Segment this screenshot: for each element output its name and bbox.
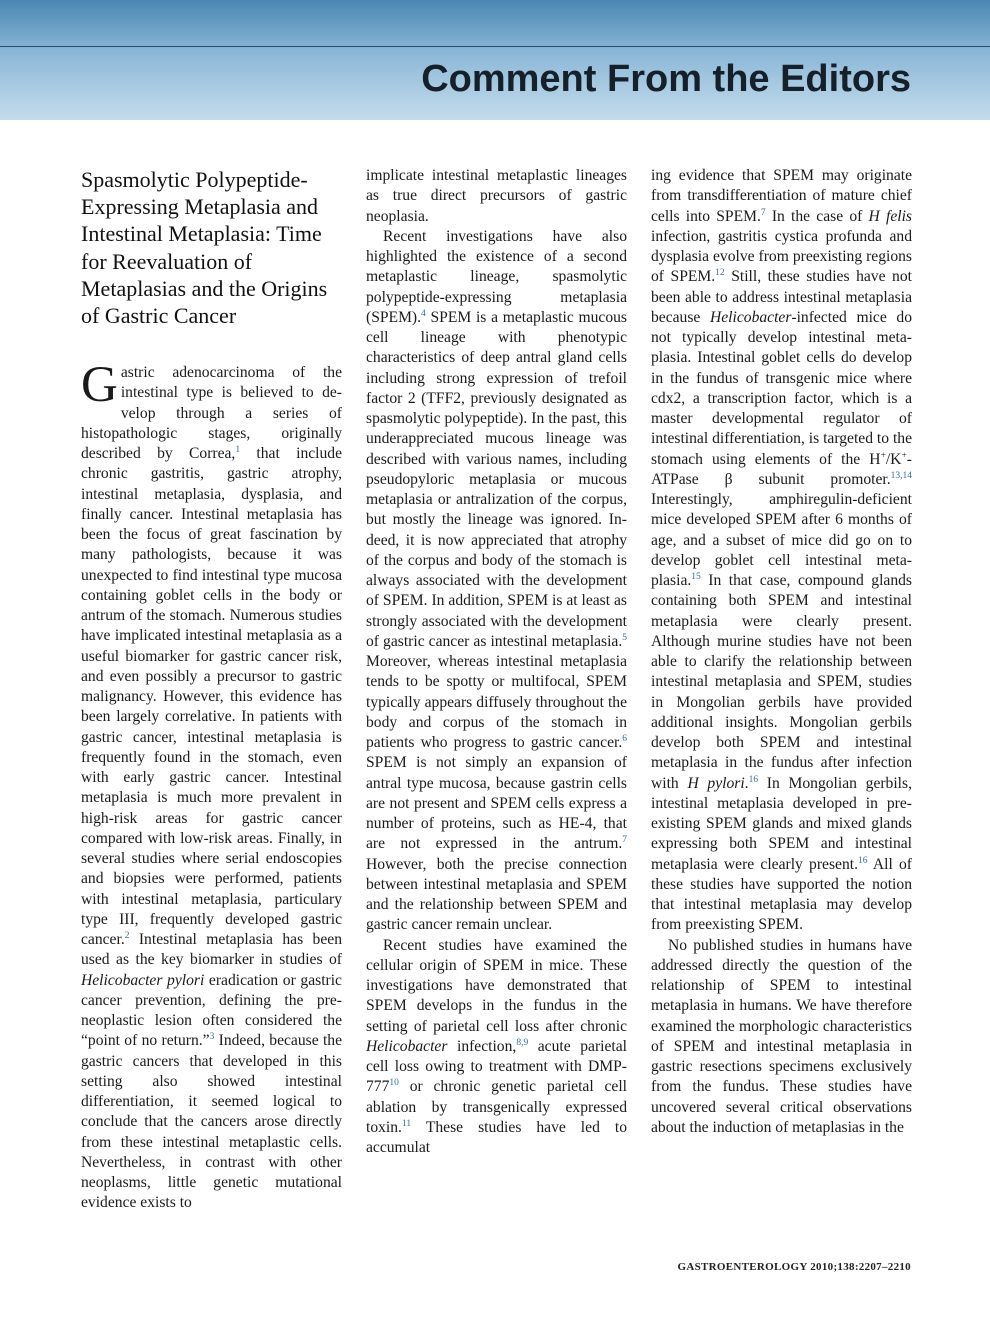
paragraph: No published studies in humans have addressed directly the question of the relationship of SPEM to intestinal metaplasia in humans. We have therefore examined the morphologic characteristics of SPEM and intestinal metaplasia in gastric resections specimens exclusively from the fundus. These studies have uncovered several critical observations about the induction of metaplasias in the — [651, 936, 912, 1136]
paragraph: ing evidence that SPEM may originate from transdifferentiation of mature chief cells into SPEM.$^7$ In the case of H felis infection, gastritis cystica profunda and dysplasia evolve from preexisting regions of SPEM.$^{12}$ Still, these studies have not been able to address intestinal metaplasia because Helicobacter-infected mice do not typically develop intestinal metaplasia. Intestinal goblet cells do develop in the fundus of transgenic mice where cdx2, a transcription factor, which is a master developmental regulator of intestinal differentiation, is targeted to the stomach using elements of the H+/K+-ATPase β subunit promoter.$^{13,14}$ Interestingly, amphiregulin-deficient mice developed SPEM after 6 months of age, and a subset of mice did go on to develop goblet cell intestinal metaplasia.$^{15}$ In that case, compound glands containing both SPEM and intestinal metaplasia were clearly present. Although murine studies have not been able to clarify the relationship between intestinal metaplasia and SPEM, studies in Mongolian gerbils have provided additional insights. Mongolian gerbils develop both SPEM and intestinal metaplasia in the fundus after infection with H pylori.$^{16}$ In Mongolian gerbils, intestinal metaplasia developed in preexisting SPEM glands and mixed glands expressing both SPEM and intestinal metaplasia were clearly present.$^{16}$ All of these studies have supported the notion that intestinal metaplasia may develop from preexisting SPEM. — [651, 167, 912, 934]
drop-cap: G — [81, 357, 118, 414]
paragraph: Recent investigations have also highlighted the existence of a second metaplastic lineage, spasmolytic polypeptide-expressing metaplasia (SPEM).$^4$ SPEM is a metaplastic mucous cell lineage with phenotypic characteristics of deep antral gland cells including strong expression of trefoil factor 2 (TFF2, previously designated as spasmolytic polypeptide). In the past, this underappreciated mucous lineage was described with various names, including pseudopyloric metaplasia or mucous metaplasia or antralization of the corpus, but mostly the lineage was ignored. Indeed, it is now appreciated that atrophy of the corpus and body of the stomach is always associated with the development of SPEM. In addition, SPEM is at least as strongly associated with the development of gastric cancer as intestinal metaplasia.$^5$ Moreover, whereas intestinal metaplasia tends to be spotty or multifocal, SPEM typically appears diffusely throughout the body and corpus of the stomach in patients who progress to gastric cancer.$^6$ SPEM is not simply an expansion of antral type mucosa, because gastrin cells are not present and SPEM cells express a number of proteins, such as HE-4, that are not expressed in the antrum.$^7$ However, both the precise connection between intestinal metaplasia and SPEM and the relationship between SPEM and gastric cancer remain unclear. — [366, 227, 627, 934]
journal-citation: GASTROENTEROLOGY 2010;138:2207–2210 — [677, 1261, 911, 1273]
paragraph: implicate intestinal metaplastic lineages as true direct precursors of gastric neoplasia. — [366, 167, 627, 225]
section-title: Comment From the Editors — [421, 58, 911, 100]
paragraph: Recent studies have examined the cellular origin of SPEM in mice. These investigations have demonstrated that SPEM develops in the fundus in the setting of parietal cell loss after chronic Helicobacter infection,$^{8,9}$ acute parietal cell loss owing to treatment with DMP-$777^{10}$ or chronic genetic parietal cell ablation by transgenically expressed toxin.$^{11}$ These studies have led to accumulat — [366, 936, 627, 1156]
paragraph: Gastric adenocarcinoma of the intestinal type is believed to develop through a series of histopathologic stages, originally described by Correa,$^1$ that include chronic gastritis, gastric atrophy, intestinal metaplasia, dysplasia, and finally cancer. Intestinal metaplasia has been the focus of great fascination by many pathologists, because it was unexpected to find intestinal type mucosa containing goblet cells in the body or antrum of the stomach. Numerous studies have implicated intestinal metaplasia as a useful biomarker for gastric cancer risk, and even possibly a precursor to gastric malignancy. However, this evidence has been largely correlative. In patients with gastric cancer, intestinal metaplasia is frequently found in the stomach, even with early gastric cancer. Intestinal metaplasia is much more prevalent in high-risk areas for gastric cancer compared with low-risk areas. Finally, in several studies where serial endoscopies and biopsies were performed, patients with intestinal metaplasia, particulary type III, frequently developed gastric cancer.$^2$ Intestinal metaplasia has been used as the key biomarker in studies of Helicobacter pylori eradication or gastric cancer prevention, defining the preneoplastic lesion often considered the “point of no return.”$^3$ Indeed, because the gastric cancers that developed in this setting also showed intestinal differentiation, it seemed logical to conclude that the cancers arose directly from these intestinal metaplastic cells. Nevertheless, in contrast with other neoplasms, little genetic mutational evidence exists to — [81, 357, 342, 1212]
article-title: Spasmolytic Polypeptide-Expressing Metaplasia and Intestinal Metaplasia: Time for Reevaluation of Metaplasias and the Origins of Gastric Cancer — [81, 167, 328, 329]
column-3 — [651, 166, 912, 1251]
header-rule — [0, 46, 990, 47]
header-banner — [0, 0, 990, 120]
column-2 — [366, 166, 627, 1251]
column-1 — [81, 166, 342, 1251]
